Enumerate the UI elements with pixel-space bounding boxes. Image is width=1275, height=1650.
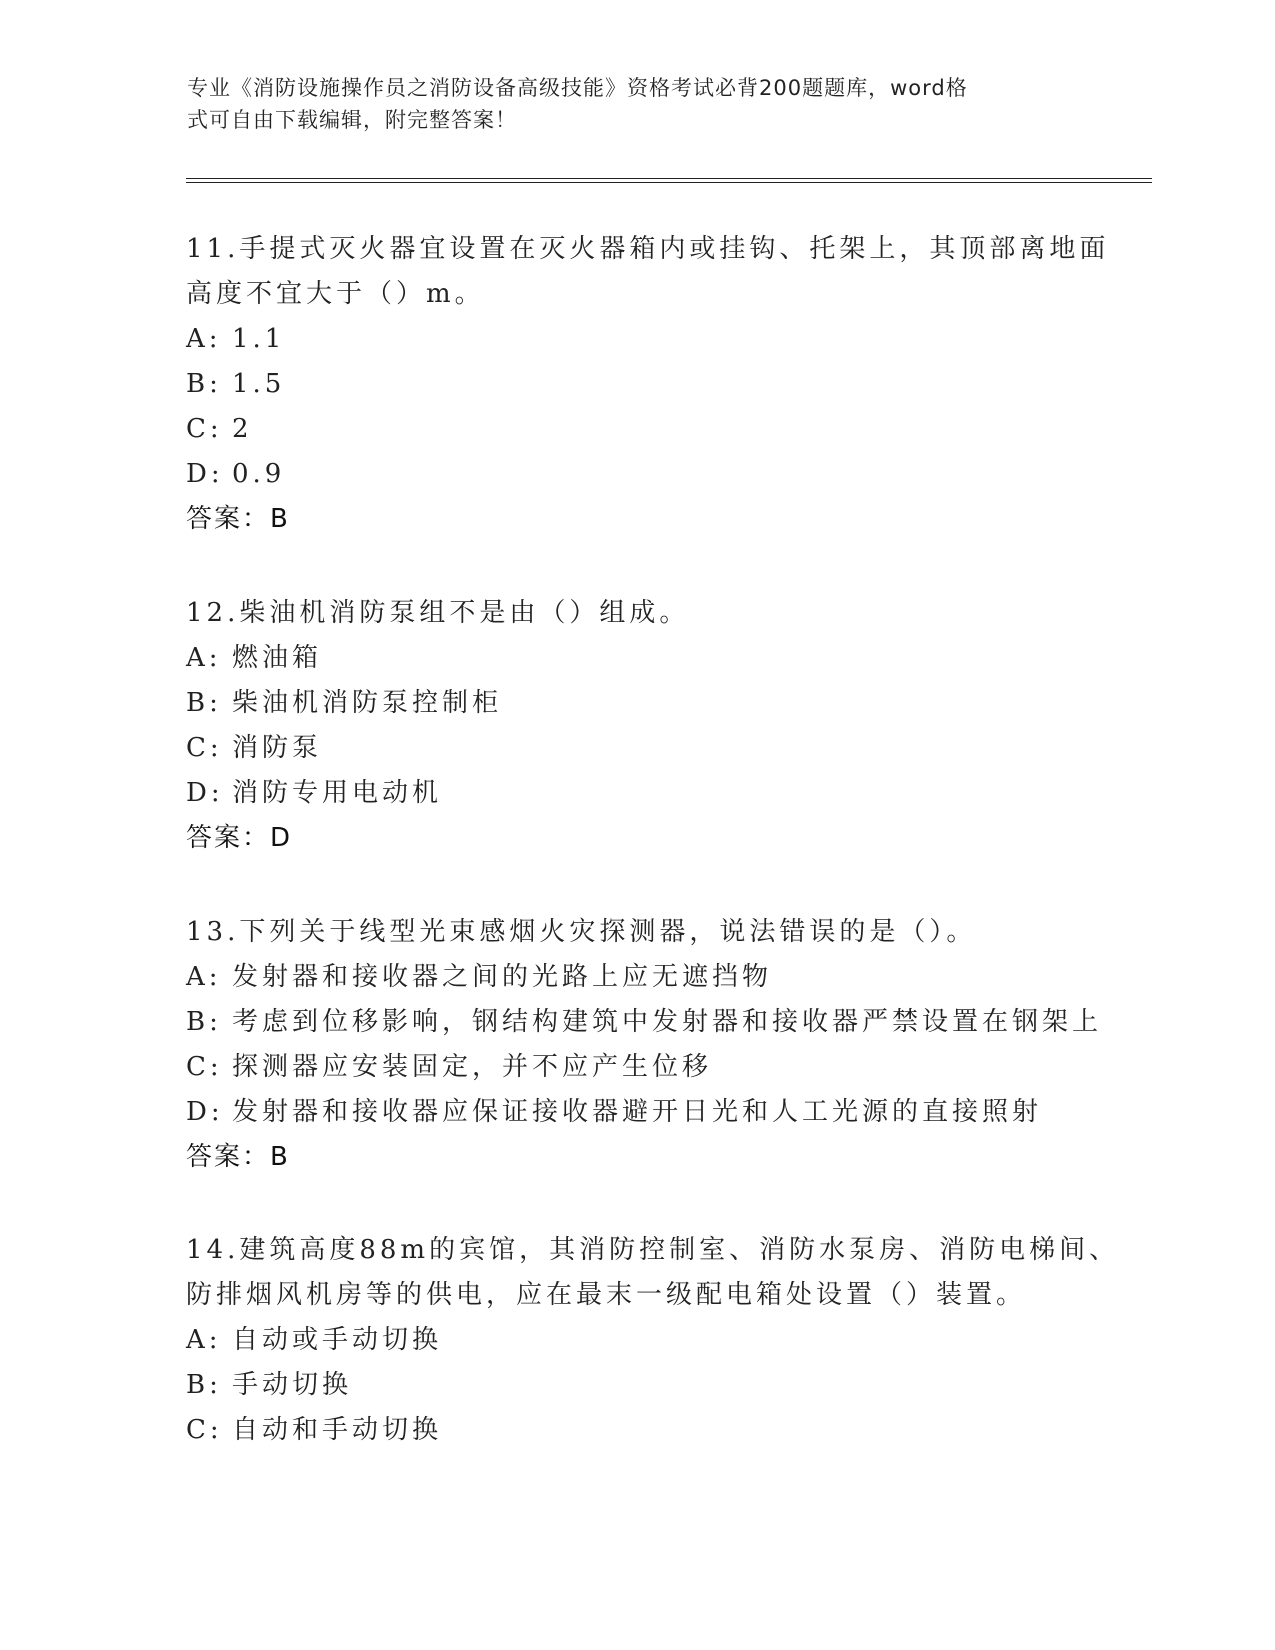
option-text: 柴油机消防泵控制柜 <box>232 688 503 718</box>
option-text: 1.5 <box>232 369 286 399</box>
option-text: 自动和手动切换 <box>232 1415 443 1445</box>
option-c <box>186 407 1146 452</box>
option-d <box>186 1090 1146 1135</box>
option-letter: C: <box>186 1052 223 1082</box>
option-text: 消防专用电动机 <box>232 778 443 808</box>
option-letter: A: <box>186 962 222 992</box>
option-text: 0.9 <box>232 459 286 489</box>
option-text: 1.1 <box>232 324 286 354</box>
option-text: 2 <box>232 414 253 444</box>
option-text: 发射器和接收器之间的光路上应无遮挡物 <box>232 962 773 992</box>
option-b <box>186 362 1146 407</box>
answer: 答案：D <box>186 823 293 853</box>
option-letter: A: <box>186 643 222 673</box>
option-letter: C: <box>186 733 223 763</box>
option-letter: C: <box>186 414 223 444</box>
option-a <box>186 1318 1146 1363</box>
option-letter: B: <box>186 1370 222 1400</box>
option-text: 考虑到位移影响，钢结构建筑中发射器和接收器严禁设置在钢架上 <box>232 1007 1103 1037</box>
question-14 <box>186 1228 1146 1453</box>
question-text <box>186 227 1146 317</box>
option-letter: B: <box>186 1007 222 1037</box>
option-letter: B: <box>186 688 222 718</box>
option-a <box>186 636 1146 681</box>
option-a <box>186 317 1146 362</box>
option-letter: D: <box>186 778 224 808</box>
option-letter: B: <box>186 369 222 399</box>
option-letter: D: <box>186 1097 224 1127</box>
option-text: 燃油箱 <box>232 643 323 673</box>
question-text <box>186 910 1146 955</box>
option-text: 消防泵 <box>232 733 323 763</box>
option-c <box>186 726 1146 771</box>
question-13 <box>186 910 1146 1180</box>
option-b <box>186 681 1146 726</box>
header-line-2: 式可自由下载编辑，附完整答案！ <box>187 108 517 132</box>
question-12 <box>186 591 1146 861</box>
option-text: 自动或手动切换 <box>232 1325 443 1355</box>
answer: 答案：B <box>186 1142 290 1172</box>
option-a <box>186 955 1146 1000</box>
question-text <box>186 1228 1146 1318</box>
option-b <box>186 1363 1146 1408</box>
question-text-line: 13.下列关于线型光束感烟火灾探测器，说法错误的是（）。 <box>186 917 977 947</box>
header-divider-bottom <box>186 182 1152 183</box>
question-text-line: 11.手提式灭火器宜设置在灭火器箱内或挂钩、托架上，其顶部离地面 <box>186 234 1110 264</box>
option-b <box>186 1000 1146 1045</box>
document-header <box>187 72 1087 136</box>
question-text <box>186 591 1146 636</box>
option-text: 发射器和接收器应保证接收器避开日光和人工光源的直接照射 <box>232 1097 1043 1127</box>
option-letter: C: <box>186 1415 223 1445</box>
question-text-line: 防排烟风机房等的供电，应在最末一级配电箱处设置（）装置。 <box>186 1280 1027 1310</box>
header-line-1: 专业《消防设施操作员之消防设备高级技能》资格考试必背200题题库，word格 <box>187 76 968 100</box>
option-letter: D: <box>186 459 224 489</box>
option-d <box>186 771 1146 816</box>
option-c <box>186 1045 1146 1090</box>
option-c <box>186 1408 1146 1453</box>
option-text: 探测器应安装固定，并不应产生位移 <box>232 1052 713 1082</box>
question-text-line: 高度不宜大于（）m。 <box>186 279 485 309</box>
question-text-line: 12.柴油机消防泵组不是由（）组成。 <box>186 598 690 628</box>
option-d <box>186 452 1146 497</box>
option-letter: A: <box>186 324 222 354</box>
question-11 <box>186 227 1146 542</box>
question-text-line: 14.建筑高度88m的宾馆，其消防控制室、消防水泵房、消防电梯间、 <box>186 1235 1120 1265</box>
option-text: 手动切换 <box>232 1370 353 1400</box>
header-divider-top <box>186 178 1152 179</box>
option-letter: A: <box>186 1325 222 1355</box>
answer: 答案：B <box>186 504 290 534</box>
